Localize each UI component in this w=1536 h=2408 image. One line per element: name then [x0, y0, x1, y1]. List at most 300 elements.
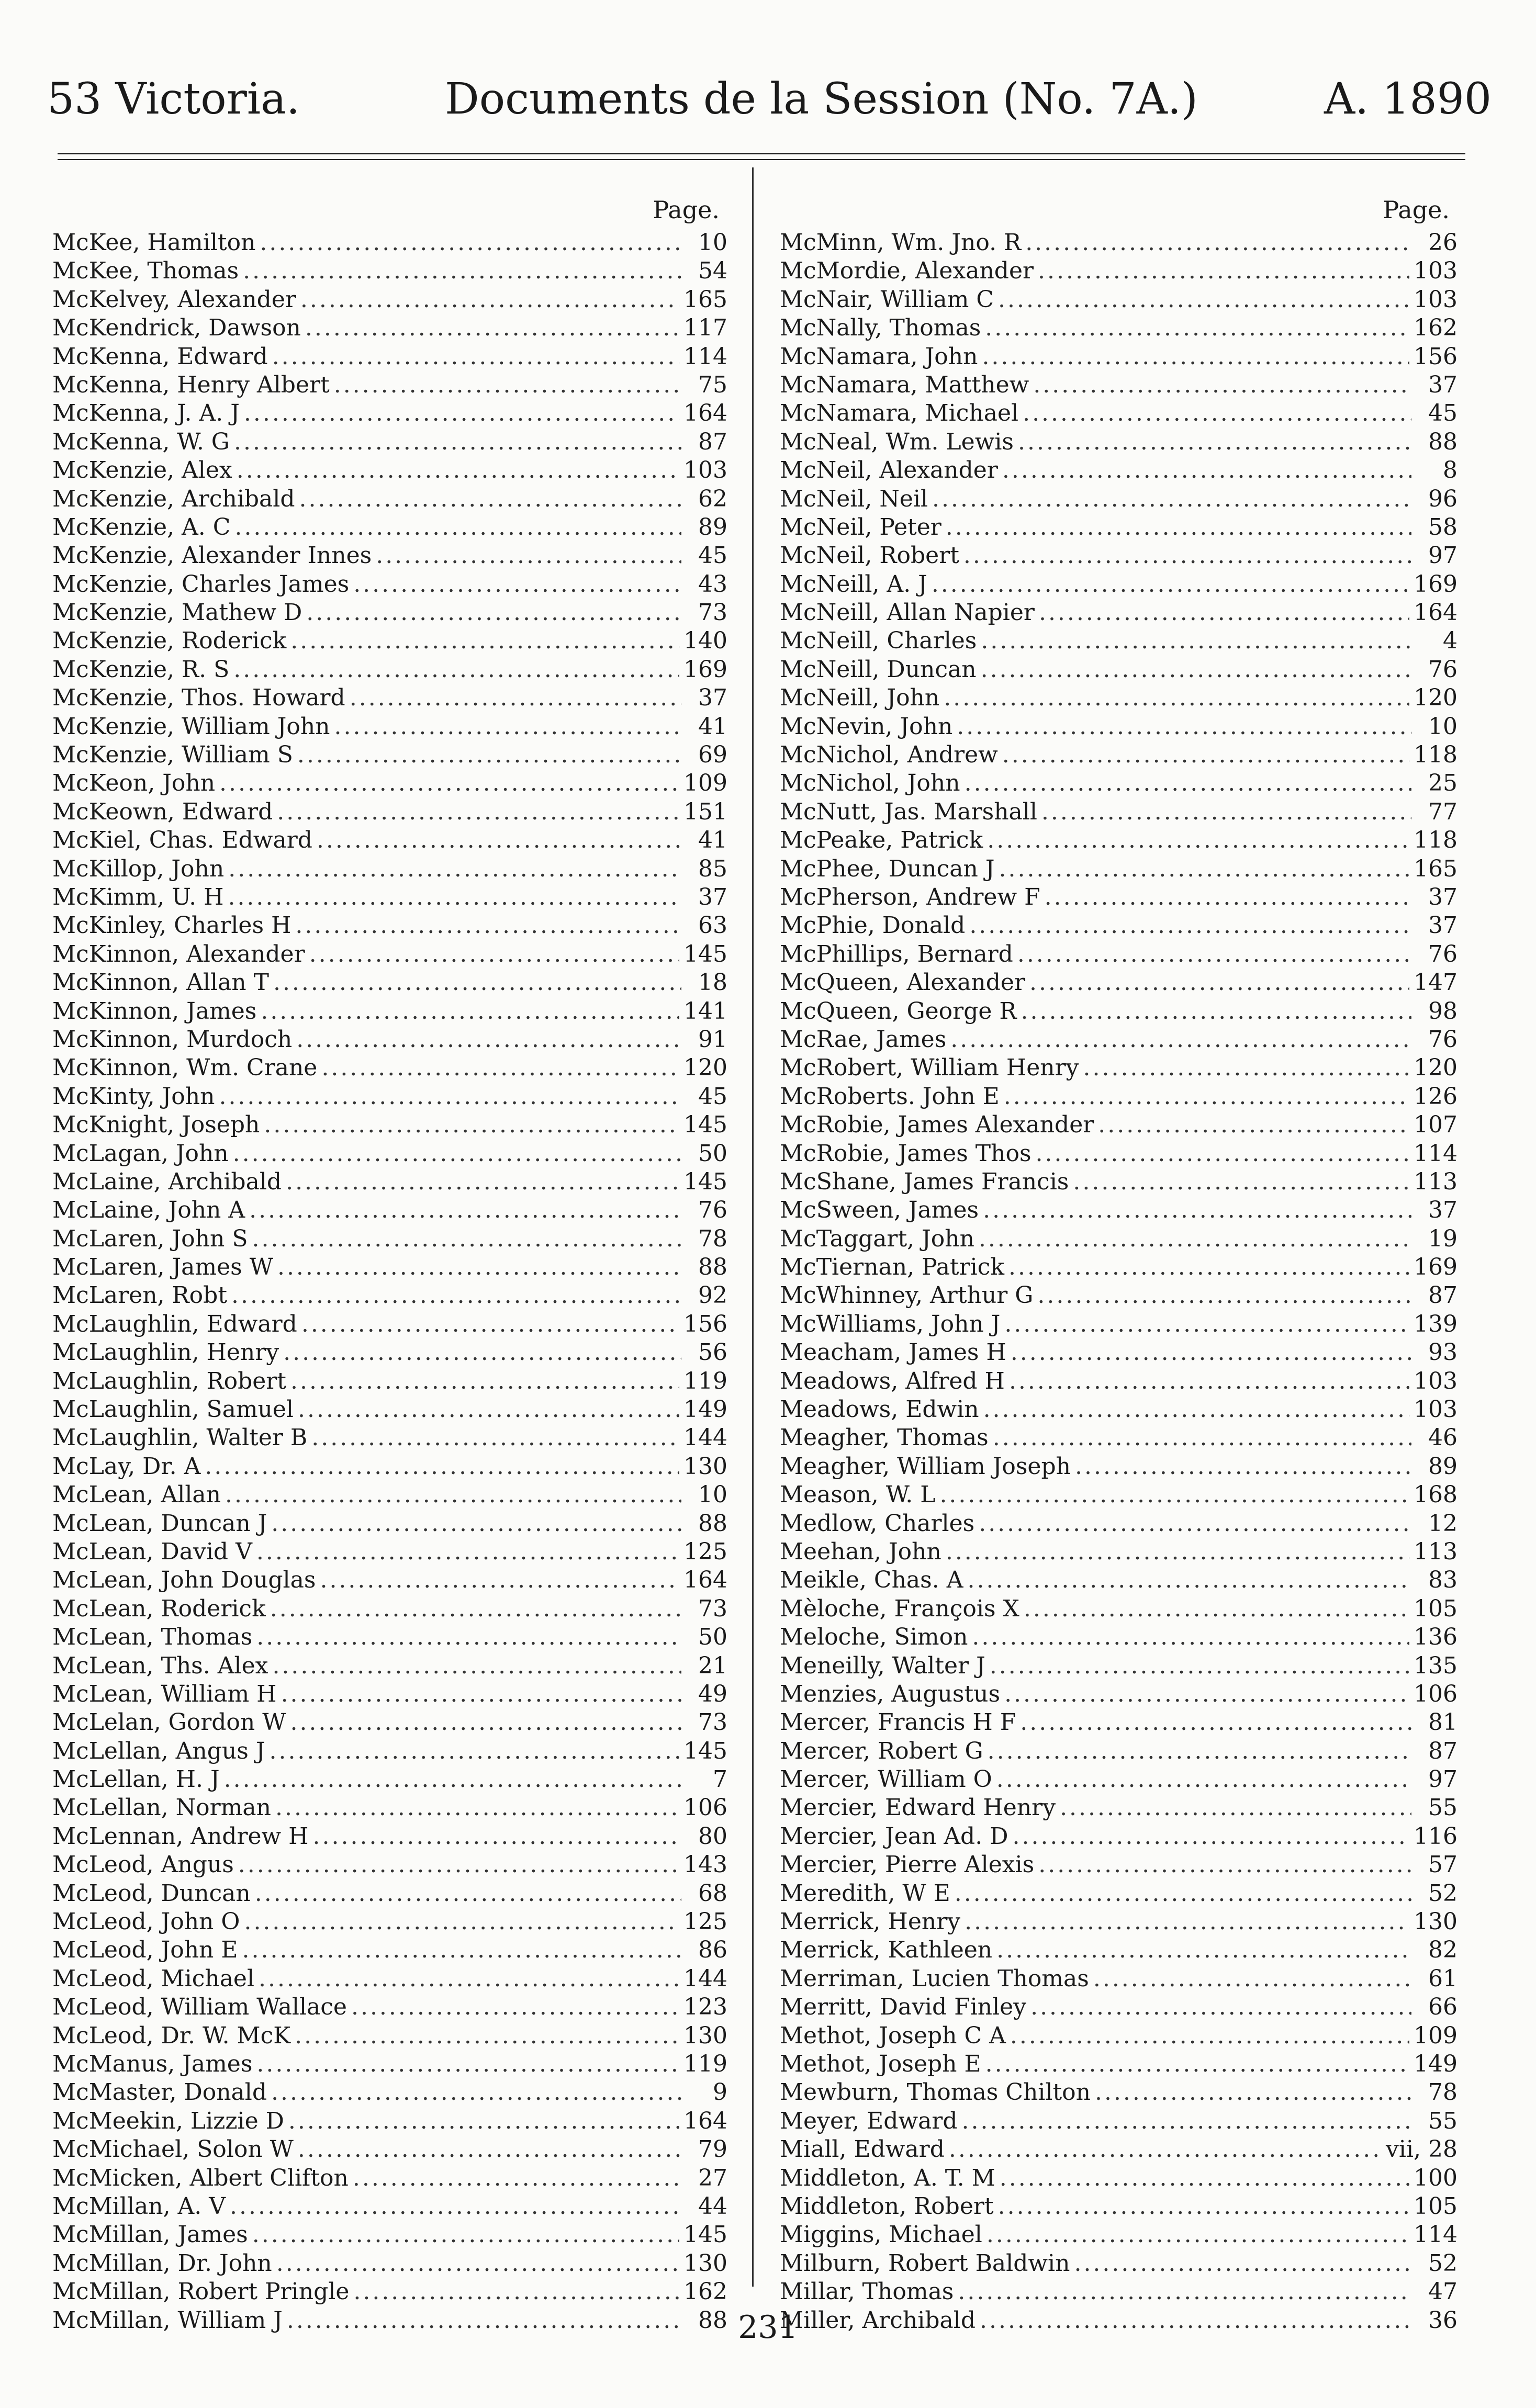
entry-page: 77	[1428, 798, 1457, 825]
entry-name: Meloche, Simon	[780, 1624, 968, 1651]
entry-name: Merritt, David Finley	[780, 1994, 1027, 2021]
entry-name: McMichael, Solon W	[52, 2136, 294, 2163]
entry-page: 46	[1428, 1424, 1457, 1451]
entry-page: 118	[1414, 827, 1457, 854]
index-entry	[52, 2135, 727, 2164]
entry-name: McLaren, John S	[52, 1225, 248, 1252]
entry-name: McNeill, Allan Napier	[780, 599, 1035, 626]
index-entry	[780, 1510, 1457, 1538]
dot-leader	[244, 399, 679, 427]
entry-name: McKinley, Charles H	[52, 912, 291, 939]
entry-page: 37	[1428, 883, 1457, 910]
entry-page: 75	[698, 371, 727, 398]
entry-page: 136	[1414, 1624, 1457, 1651]
entry-page: 143	[683, 1851, 727, 1878]
dot-leader	[295, 2022, 679, 2050]
dot-leader	[1036, 1140, 1409, 1168]
entry-page: 105	[1414, 2192, 1457, 2220]
dot-leader	[277, 1253, 681, 1281]
index-entry	[52, 1880, 727, 1908]
dot-leader	[972, 1623, 1409, 1651]
entry-page: 55	[1428, 1794, 1457, 1821]
dot-leader	[979, 1225, 1411, 1253]
entry-name: McLelan, Gordon W	[52, 1709, 286, 1736]
entry-name: McKenzie, Mathew D	[52, 599, 302, 626]
dot-leader	[334, 713, 681, 741]
entry-name: McLaughlin, Walter B	[52, 1424, 308, 1451]
dot-leader	[225, 1481, 681, 1509]
entry-name: McKee, Hamilton	[52, 229, 256, 256]
dot-leader	[965, 769, 1411, 797]
entry-page: 156	[1414, 343, 1457, 370]
entry-name: McNeal, Wm. Lewis	[780, 428, 1014, 455]
entry-name: Menzies, Augustus	[780, 1680, 1001, 1707]
index-entry	[52, 1253, 727, 1281]
index-entry	[780, 855, 1457, 883]
index-entry	[780, 1993, 1457, 2021]
index-entry	[52, 229, 727, 257]
dot-leader	[1037, 1281, 1411, 1310]
entry-page: 89	[698, 513, 727, 541]
dot-leader	[297, 741, 681, 769]
index-entry	[52, 2192, 727, 2221]
entry-name: McLaughlin, Edward	[52, 1310, 297, 1337]
dot-leader	[1041, 798, 1411, 826]
dot-leader	[273, 969, 681, 997]
dot-leader	[985, 314, 1409, 342]
dot-leader	[979, 1510, 1411, 1538]
dot-leader	[261, 997, 679, 1026]
entry-name: McKinty, John	[52, 1083, 215, 1110]
index-entry	[52, 1908, 727, 1936]
index-entry	[52, 1140, 727, 1168]
entry-page: 103	[1414, 257, 1457, 285]
entry-name: McLagan, John	[52, 1140, 229, 1167]
index-entry	[780, 1936, 1457, 1964]
index-entry	[52, 1424, 727, 1452]
entry-name: Meagher, William Joseph	[780, 1453, 1071, 1480]
entry-name: McKillop, John	[52, 855, 225, 882]
dot-leader	[1039, 599, 1409, 627]
entry-page: 87	[1428, 1282, 1457, 1309]
dot-leader	[249, 1196, 681, 1224]
dot-leader	[317, 826, 681, 854]
entry-page: 120	[683, 1054, 727, 1082]
dot-leader	[1095, 2078, 1411, 2107]
entry-page: 12	[1428, 1510, 1457, 1537]
index-entry	[780, 1965, 1457, 1993]
index-entry	[52, 684, 727, 712]
entry-page: 55	[1428, 2107, 1457, 2134]
index-entry	[52, 1453, 727, 1481]
dot-leader	[272, 343, 679, 371]
index-entry	[52, 1822, 727, 1851]
entry-page: 7	[713, 1766, 727, 1793]
index-entry	[780, 399, 1457, 427]
index-entry	[780, 2078, 1457, 2107]
dot-leader	[1093, 1965, 1411, 1993]
entry-name: McKnight, Joseph	[52, 1111, 260, 1139]
dot-leader	[311, 1424, 679, 1452]
entry-page: 149	[683, 1396, 727, 1423]
entry-name: Milburn, Robert Baldwin	[780, 2249, 1070, 2277]
entry-page: 130	[683, 2249, 727, 2277]
dot-leader	[234, 513, 681, 542]
dot-leader	[1004, 1310, 1409, 1338]
dot-leader	[296, 1026, 681, 1054]
entry-page: 50	[698, 1624, 727, 1651]
entry-name: McNeil, Peter	[780, 513, 941, 541]
index-entry	[52, 371, 727, 399]
entry-page: 57	[1428, 1851, 1457, 1878]
entry-name: McNeil, Neil	[780, 485, 928, 512]
entry-name: McLeod, John O	[52, 1908, 240, 1936]
entry-page: 63	[698, 912, 727, 939]
index-entry	[780, 912, 1457, 940]
entry-name: McNamara, Michael	[780, 400, 1019, 427]
dot-leader	[252, 1225, 681, 1253]
index-entry	[780, 1623, 1457, 1651]
index-entry	[52, 1708, 727, 1737]
entry-page: 105	[1414, 1595, 1457, 1622]
entry-name: McMordie, Alexander	[780, 257, 1034, 285]
dot-leader	[1073, 1168, 1409, 1196]
entry-page: 103	[1414, 1396, 1457, 1423]
dot-leader	[224, 1765, 681, 1794]
entry-page: 165	[683, 286, 727, 313]
dot-leader	[1033, 371, 1411, 399]
entry-name: Meneilly, Walter J	[780, 1652, 985, 1679]
dot-leader	[256, 1538, 679, 1566]
entry-name: McLean, Ths. Alex	[52, 1652, 268, 1679]
index-entry	[52, 1026, 727, 1054]
entry-name: McLean, Thomas	[52, 1624, 253, 1651]
header-title: Documents de la Session (No. 7A.)	[445, 74, 1198, 124]
entry-name: McMeekin, Lizzie D	[52, 2107, 284, 2134]
dot-leader	[1074, 2249, 1411, 2278]
entry-name: McNeill, A. J	[780, 570, 927, 598]
entry-page: 76	[1428, 656, 1457, 683]
entry-name: McLeod, William Wallace	[52, 1994, 347, 2021]
entry-page: 97	[1428, 1766, 1457, 1793]
index-entry	[52, 1481, 727, 1509]
entry-name: McLeod, Angus	[52, 1851, 234, 1878]
dot-leader	[281, 1680, 681, 1708]
index-entry	[780, 2107, 1457, 2135]
entry-name: McKenzie, Alex	[52, 457, 232, 484]
index-entry	[52, 2278, 727, 2306]
entry-page: 169	[1414, 1254, 1457, 1281]
index-entry	[780, 314, 1457, 342]
entry-page: 117	[683, 314, 727, 342]
index-entry	[52, 314, 727, 342]
entry-name: McNeil, Alexander	[780, 457, 998, 484]
entry-name: McKimm, U. H	[52, 883, 224, 910]
index-entry	[780, 513, 1457, 542]
index-entry	[780, 2022, 1457, 2050]
dot-leader	[1045, 883, 1411, 912]
entry-page: 147	[1414, 969, 1457, 996]
index-entry	[52, 2078, 727, 2107]
entry-name: McLellan, Norman	[52, 1794, 271, 1821]
dot-leader	[228, 883, 681, 912]
dot-leader	[987, 826, 1409, 854]
running-header	[47, 71, 1492, 128]
index-entry	[52, 1054, 727, 1082]
entry-page: 45	[1428, 400, 1457, 427]
dot-leader	[946, 513, 1411, 542]
dot-leader	[205, 1453, 679, 1481]
dot-leader	[950, 1026, 1411, 1054]
entry-name: McKenzie, William S	[52, 741, 293, 769]
entry-name: McNamara, Matthew	[780, 371, 1029, 398]
entry-name: McSween, James	[780, 1197, 979, 1224]
index-entry	[52, 1936, 727, 1964]
index-column-right	[780, 191, 1457, 2335]
dot-leader	[981, 627, 1411, 655]
entry-name: McKenna, J. A. J	[52, 400, 240, 427]
entry-page: 78	[1428, 2079, 1457, 2106]
entry-page: 145	[683, 1111, 727, 1139]
dot-leader	[256, 1623, 681, 1651]
dot-leader	[955, 1880, 1411, 1908]
dot-leader	[1030, 1993, 1411, 2021]
dot-leader	[1021, 997, 1411, 1026]
entry-page: 145	[683, 940, 727, 967]
dot-leader	[999, 855, 1409, 883]
index-entry	[780, 1652, 1457, 1680]
dot-leader	[998, 286, 1409, 314]
entry-name: McRobert, William Henry	[780, 1054, 1079, 1082]
dot-leader	[1060, 1794, 1411, 1822]
index-entry	[52, 1794, 727, 1822]
dot-leader	[276, 2249, 679, 2278]
dot-leader	[1038, 257, 1409, 285]
entry-page: 88	[1428, 428, 1457, 455]
entry-page: 113	[1414, 1538, 1457, 1565]
entry-name: McKelvey, Alexander	[52, 286, 296, 313]
entry-page: 52	[1428, 2249, 1457, 2277]
dot-leader	[986, 2221, 1409, 2249]
entry-page: 25	[1428, 770, 1457, 797]
index-entry	[780, 1367, 1457, 1396]
index-entry	[52, 656, 727, 684]
index-entry	[52, 2164, 727, 2192]
index-entry	[52, 485, 727, 513]
entry-name: McKinnon, Alexander	[52, 940, 305, 967]
entry-name: McKenzie, Charles James	[52, 570, 350, 598]
dot-leader	[231, 1281, 681, 1310]
entry-page: 62	[698, 485, 727, 512]
dot-leader	[219, 1083, 681, 1111]
entry-page: 47	[1428, 2278, 1457, 2305]
entry-page: 21	[698, 1652, 727, 1679]
index-entry	[780, 2192, 1457, 2221]
entry-page: 145	[683, 2221, 727, 2248]
page-column-heading: Page.	[1383, 196, 1450, 224]
entry-page: 135	[1414, 1652, 1457, 1679]
entry-name: McLean, Roderick	[52, 1595, 266, 1622]
entry-page: 76	[1428, 940, 1457, 967]
dot-leader	[301, 1310, 679, 1338]
entry-name: McLaughlin, Samuel	[52, 1396, 294, 1423]
dot-leader	[967, 1566, 1411, 1594]
index-entry	[780, 1908, 1457, 1936]
entry-name: McNeill, Duncan	[780, 656, 977, 683]
entry-name: Middleton, Robert	[780, 2192, 994, 2220]
entry-name: McMillan, Dr. John	[52, 2249, 272, 2277]
entry-name: McKeown, Edward	[52, 798, 273, 825]
entry-name: McKenna, Edward	[52, 343, 268, 370]
dot-leader	[309, 940, 679, 969]
index-entry	[780, 798, 1457, 826]
entry-page: 164	[1414, 599, 1457, 626]
entry-name: Mercier, Pierre Alexis	[780, 1851, 1035, 1878]
entry-name: Meacham, James H	[780, 1339, 1006, 1366]
entry-name: McNamara, John	[780, 343, 978, 370]
index-entry	[780, 1794, 1457, 1822]
dot-leader	[259, 1965, 679, 1993]
dot-leader	[277, 798, 679, 826]
dot-leader	[1029, 969, 1409, 997]
entry-page: 37	[1428, 371, 1457, 398]
entry-name: Meadows, Alfred H	[780, 1367, 1005, 1394]
entry-page: 151	[683, 798, 727, 825]
entry-page: 37	[1428, 912, 1457, 939]
entry-name: Meyer, Edward	[780, 2107, 958, 2134]
dot-leader	[298, 2135, 681, 2164]
entry-page: 119	[683, 2051, 727, 2077]
dot-leader	[949, 2135, 1382, 2164]
entry-name: McKenzie, R. S	[52, 656, 230, 683]
dot-leader	[269, 1737, 679, 1765]
entry-page: 37	[698, 883, 727, 910]
page-column-heading: Page.	[653, 196, 720, 224]
dot-leader	[260, 229, 681, 257]
entry-page: 81	[1428, 1709, 1457, 1736]
dot-leader	[272, 1652, 681, 1680]
entry-name: McKee, Thomas	[52, 257, 239, 285]
dot-leader	[932, 570, 1409, 599]
index-entry	[52, 883, 727, 912]
entry-name: Methot, Joseph E	[780, 2051, 981, 2077]
dot-leader	[233, 1140, 681, 1168]
index-entry	[780, 599, 1457, 627]
dot-leader	[1075, 1453, 1411, 1481]
entry-page: 140	[683, 627, 727, 655]
index-entries-right	[780, 229, 1457, 2335]
entry-page: 118	[1414, 741, 1457, 769]
index-entry	[780, 1083, 1457, 1111]
index-entry	[780, 883, 1457, 912]
entry-page: 82	[1428, 1937, 1457, 1964]
index-entry	[780, 656, 1457, 684]
index-entry	[52, 1338, 727, 1367]
index-entry	[52, 1083, 727, 1111]
dot-leader	[233, 656, 679, 684]
entry-name: McWilliams, John J	[780, 1310, 1001, 1337]
index-entry	[52, 1680, 727, 1708]
entry-page: 88	[698, 1510, 727, 1537]
index-entry	[780, 485, 1457, 513]
dot-leader	[1025, 229, 1411, 257]
dot-leader	[283, 1338, 681, 1367]
dot-leader	[965, 1908, 1409, 1936]
entry-name: Meikle, Chas. A	[780, 1567, 963, 1594]
index-entry	[52, 2050, 727, 2078]
entry-name: McShane, James Francis	[780, 1168, 1069, 1195]
entry-name: McLennan, Andrew H	[52, 1822, 309, 1850]
entry-name: McMillan, William J	[52, 2306, 283, 2334]
index-entry	[780, 257, 1457, 285]
entry-name: McQueen, Alexander	[780, 969, 1026, 996]
dot-leader	[1002, 741, 1409, 769]
index-entry	[52, 1396, 727, 1424]
dot-leader	[255, 1880, 681, 1908]
dot-leader	[256, 2050, 679, 2078]
entry-page: 109	[683, 770, 727, 797]
index-entry	[780, 969, 1457, 997]
entry-name: McRobie, James Thos	[780, 1140, 1032, 1167]
entry-page: 164	[683, 2107, 727, 2134]
index-entry	[780, 1396, 1457, 1424]
entry-page: 120	[1414, 1054, 1457, 1082]
dot-leader	[244, 1908, 679, 1936]
index-entry	[780, 1168, 1457, 1196]
page-number: 231	[738, 2309, 798, 2346]
dot-leader	[944, 684, 1409, 712]
entry-page: 85	[698, 855, 727, 882]
entry-name: McNeill, John	[780, 684, 940, 712]
index-column-left	[52, 191, 727, 2335]
dot-leader	[1023, 399, 1411, 427]
entry-page: 113	[1414, 1168, 1457, 1195]
dot-leader	[1024, 1595, 1409, 1623]
dot-leader	[1038, 1851, 1411, 1879]
entry-page: 120	[1414, 684, 1457, 712]
dot-leader	[288, 2107, 679, 2135]
entry-name: Merriman, Lucien Thomas	[780, 1965, 1089, 1992]
index-entry	[780, 1595, 1457, 1623]
entry-name: McKinnon, Murdoch	[52, 1026, 293, 1053]
entry-page: vii, 28	[1386, 2136, 1457, 2163]
entry-page: 89	[1428, 1453, 1457, 1480]
index-entry	[52, 769, 727, 797]
entry-name: McManus, James	[52, 2051, 253, 2077]
entry-name: McKiel, Chas. Edward	[52, 827, 312, 854]
entry-name: McLeod, John E	[52, 1937, 238, 1964]
dot-leader	[228, 855, 681, 883]
entry-name: Merrick, Henry	[780, 1908, 961, 1936]
dot-leader	[270, 1595, 681, 1623]
index-entry	[52, 2221, 727, 2249]
entry-page: 80	[698, 1822, 727, 1850]
entry-page: 18	[698, 969, 727, 996]
entry-name: Meason, W. L	[780, 1481, 936, 1509]
dot-leader	[1011, 1338, 1411, 1367]
dot-leader	[298, 1396, 679, 1424]
index-entry	[52, 826, 727, 854]
index-entry	[780, 1196, 1457, 1224]
index-entry	[780, 456, 1457, 485]
entry-page: 79	[698, 2136, 727, 2163]
entry-name: McNeill, Charles	[780, 627, 977, 655]
index-entry	[780, 1765, 1457, 1794]
entry-name: McNutt, Jas. Marshall	[780, 798, 1037, 825]
entry-name: McKinnon, Allan T	[52, 969, 269, 996]
index-entry	[780, 1737, 1457, 1765]
index-entry	[52, 1281, 727, 1310]
